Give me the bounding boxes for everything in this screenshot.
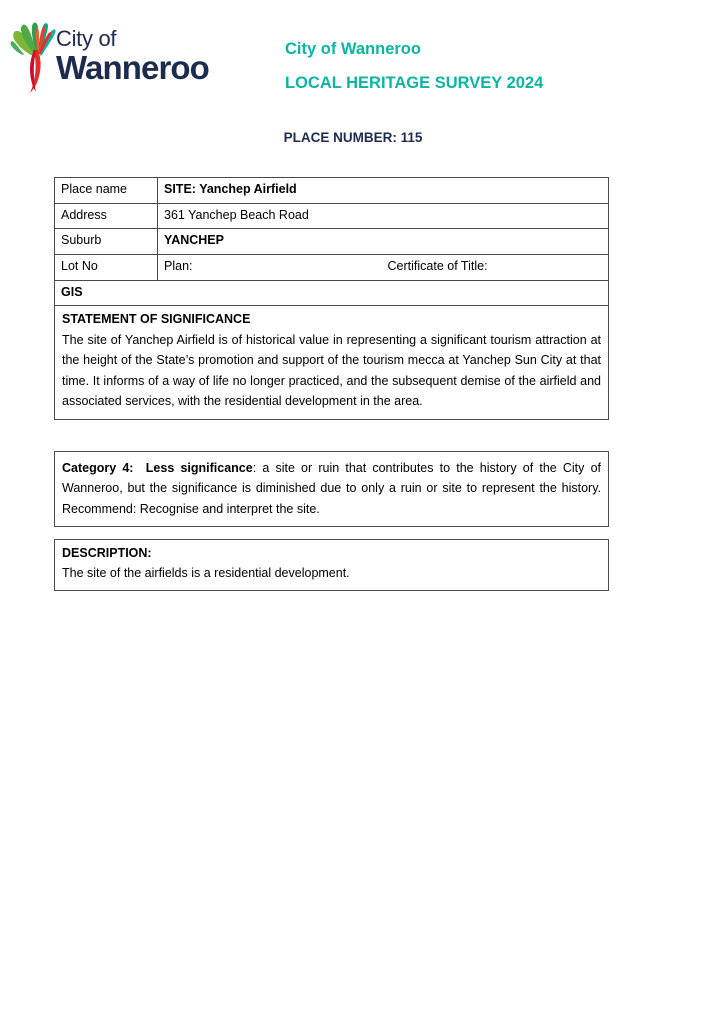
table-row [55,178,609,204]
description-box [54,539,609,591]
table-row [55,254,609,280]
category-name: Less significance [145,461,253,475]
city-of-wanneroo-logo [8,14,248,100]
statement-of-significance-text: The site of Yanchep Airfield is of historical value in representing a significant tourism attraction at the height of the State’s promotion and support of the tourism mecca at Yanchep Sun City at that time. It informs of a way of life no longer practiced, and the subsequent demise of the airfield and associated services, with the residential development in the area. [62,333,601,408]
logo-wanneroo-text: Wanneroo [56,49,209,86]
logo-wordmark [56,28,246,84]
category-text [62,458,601,519]
certificate-of-title-label: Certificate of Title: [387,258,488,273]
row-label-suburb: Suburb [55,229,158,255]
header-titles [285,38,685,95]
header-title-survey: LOCAL HERITAGE SURVEY 2024 [285,74,544,93]
row-label-lot-no: Lot No [55,254,158,280]
row-value-address: 361 Yanchep Beach Road [158,203,609,229]
row-value-suburb: YANCHEP [158,229,609,255]
category-box [54,451,609,527]
place-number: PLACE NUMBER: 115 [283,130,423,145]
row-value-place-name: SITE: Yanchep Airfield [158,178,609,204]
category-label: Category 4: [62,461,134,475]
header-title-city: City of Wanneroo [285,40,421,58]
place-details-table [54,177,609,306]
description-text: The site of the airfields is a residential development. [62,566,350,580]
table-row [55,203,609,229]
row-value-lot-no [158,254,609,280]
table-row [55,229,609,255]
row-label-address: Address [55,203,158,229]
row-label-gis: GIS [55,280,609,306]
city-of-wanneroo-logo-mark [8,14,62,94]
page-header [0,0,706,120]
category-body: : a site or ruin that contributes to the history of the City of Wanneroo, but the significance is diminished due to only a ruin or site to represent the history. Recommend: Recognise and interpret the site. [62,461,601,516]
description-title: DESCRIPTION: [62,546,152,560]
row-label-place-name: Place name [55,178,158,204]
table-row [55,280,609,306]
logo-city-text: City of [56,26,117,51]
plan-label: Plan: [164,258,193,273]
statement-of-significance-box [54,305,609,420]
statement-of-significance-title: STATEMENT OF SIGNIFICANCE [62,312,251,326]
